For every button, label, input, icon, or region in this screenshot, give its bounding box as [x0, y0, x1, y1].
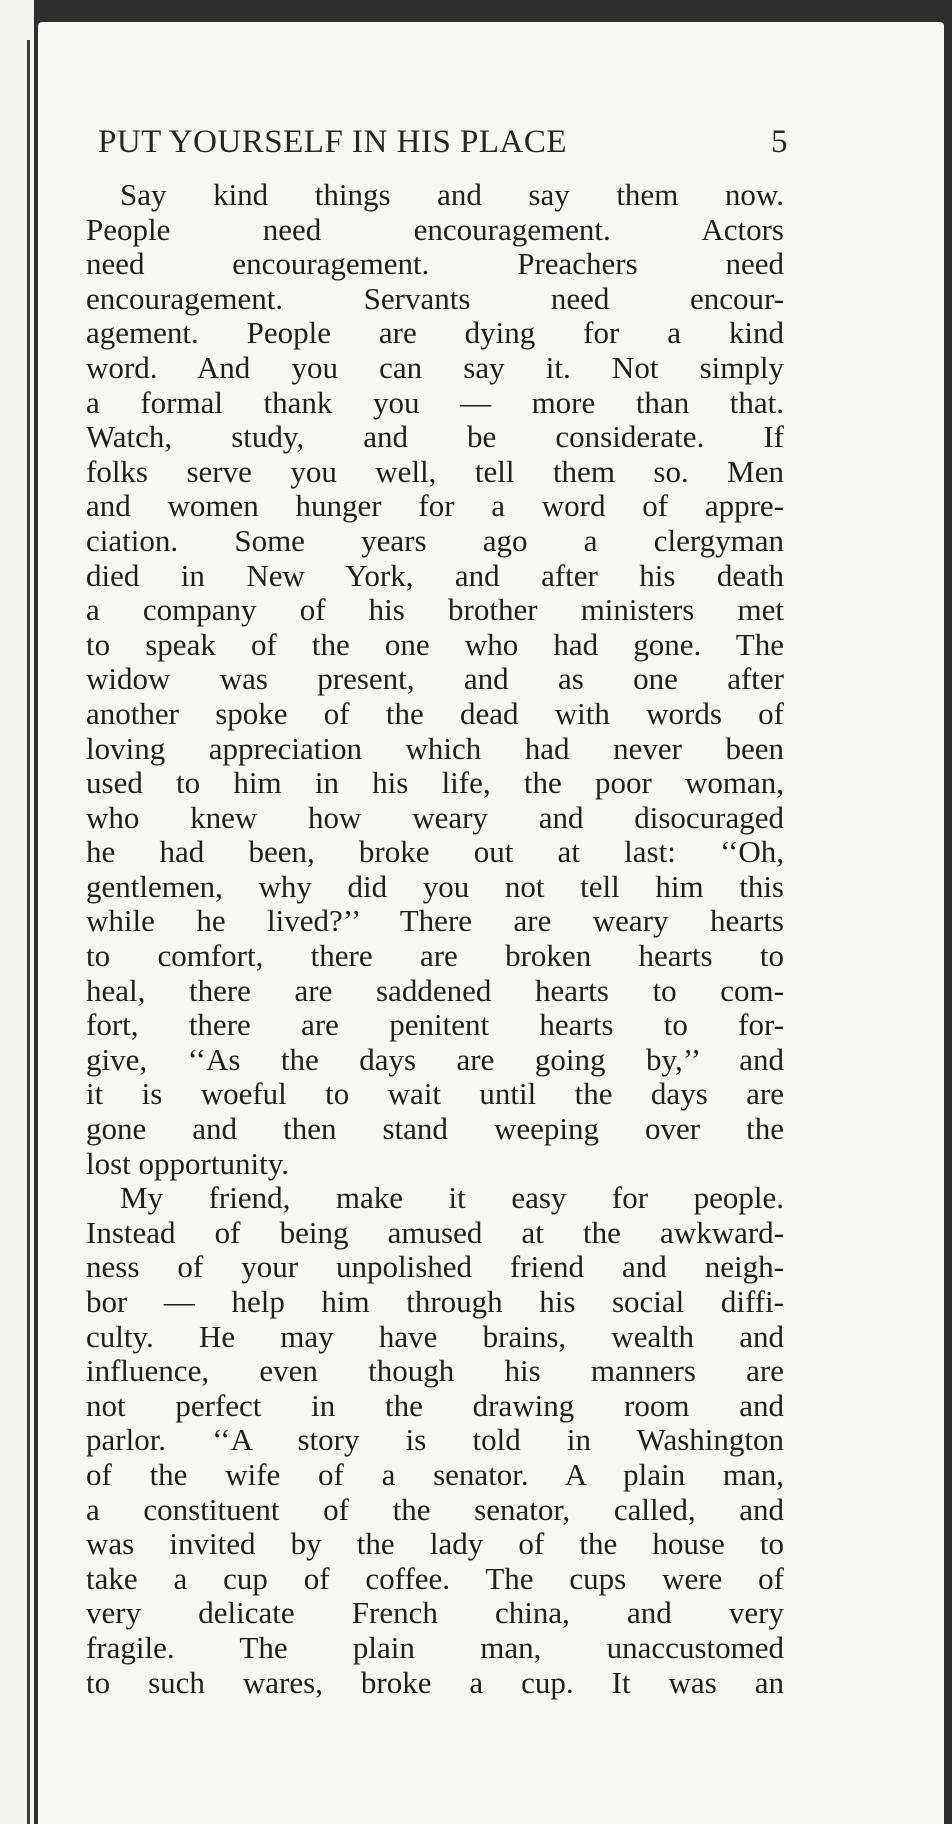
text-line: encouragement. Servants need encour- [86, 280, 784, 316]
text-line: another spoke of the dead with words of [86, 695, 784, 731]
text-line: while he lived?’’ There are weary hearts [86, 903, 784, 939]
text-line: a constituent of the senator, called, and [86, 1491, 784, 1527]
text-line: bor — help him through his social diffi- [86, 1284, 784, 1319]
text-line: word. And you can say it. Not simply [86, 349, 784, 385]
text-line: to comfort, there are broken hearts to [86, 938, 784, 974]
text-line: take a cup of coffee. The cups were of [86, 1560, 784, 1596]
text-line: give, ‘‘As the days are going by,’’ and [86, 1041, 784, 1077]
page-number: 5 [771, 124, 788, 160]
text-line: not perfect in the drawing room and [86, 1387, 784, 1423]
running-head-title: PUT YOURSELF IN HIS PLACE [98, 124, 568, 160]
text-line: widow was present, and as one after [86, 661, 784, 697]
text-line: of the wife of a senator. A plain man, [86, 1456, 784, 1492]
text-line: agement. People are dying for a kind [86, 315, 784, 351]
text-line: influence, even though his manners are [86, 1353, 784, 1389]
text-line: My friend, make it easy for people. [120, 1180, 784, 1216]
text-line: fort, there are penitent hearts to for- [86, 1007, 784, 1043]
text-line: a company of his brother ministers met [86, 592, 784, 628]
text-line: ciation. Some years ago a clergyman [86, 522, 784, 558]
text-line: lost opportunity. [86, 1145, 289, 1181]
text-line: Watch, study, and be considerate. If [86, 419, 784, 455]
text-line: folks serve you well, tell them so. Men [86, 453, 784, 489]
text-line: parlor. ‘‘A story is told in Washington [86, 1422, 784, 1458]
text-line: loving appreciation which had never been [86, 730, 784, 766]
body-text [86, 178, 784, 1700]
text-line: Say kind things and say them now. [120, 177, 784, 212]
text-line: was invited by the lady of the house to [86, 1526, 784, 1562]
text-line: gone and then stand weeping over the [86, 1111, 784, 1147]
text-line: Instead of being amused at the awkward- [86, 1214, 784, 1250]
running-head [98, 124, 788, 161]
book-gutter [27, 40, 30, 1824]
text-line: very delicate French china, and very [86, 1595, 784, 1631]
text-line: to such wares, broke a cup. It was an [86, 1664, 784, 1700]
text-line: to speak of the one who had gone. The [86, 626, 784, 662]
text-line: ness of your unpolished friend and neigh- [86, 1249, 784, 1285]
text-line: it is woeful to wait until the days are [86, 1076, 784, 1112]
text-line: gentlemen, why did you not tell him this [86, 868, 784, 904]
text-line: and women hunger for a word of appre- [86, 488, 784, 524]
text-line: culty. He may have brains, wealth and [86, 1318, 784, 1354]
text-line: who knew how weary and disocuraged [86, 799, 784, 835]
text-line: he had been, broke out at last: ‘‘Oh, [86, 834, 784, 870]
text-line: a formal thank you — more than that. [86, 384, 784, 420]
text-line: used to him in his life, the poor woman, [86, 765, 784, 801]
paragraph-1 [86, 178, 784, 1181]
text-line: People need encouragement. Actors [86, 211, 784, 247]
text-line: fragile. The plain man, unaccustomed [86, 1629, 784, 1665]
facing-page-edge [0, 0, 34, 1824]
paragraph-2 [86, 1181, 784, 1700]
text-line: died in New York, and after his death [86, 557, 784, 593]
text-line: heal, there are saddened hearts to com- [86, 972, 784, 1008]
text-line: need encouragement. Preachers need [86, 246, 784, 282]
